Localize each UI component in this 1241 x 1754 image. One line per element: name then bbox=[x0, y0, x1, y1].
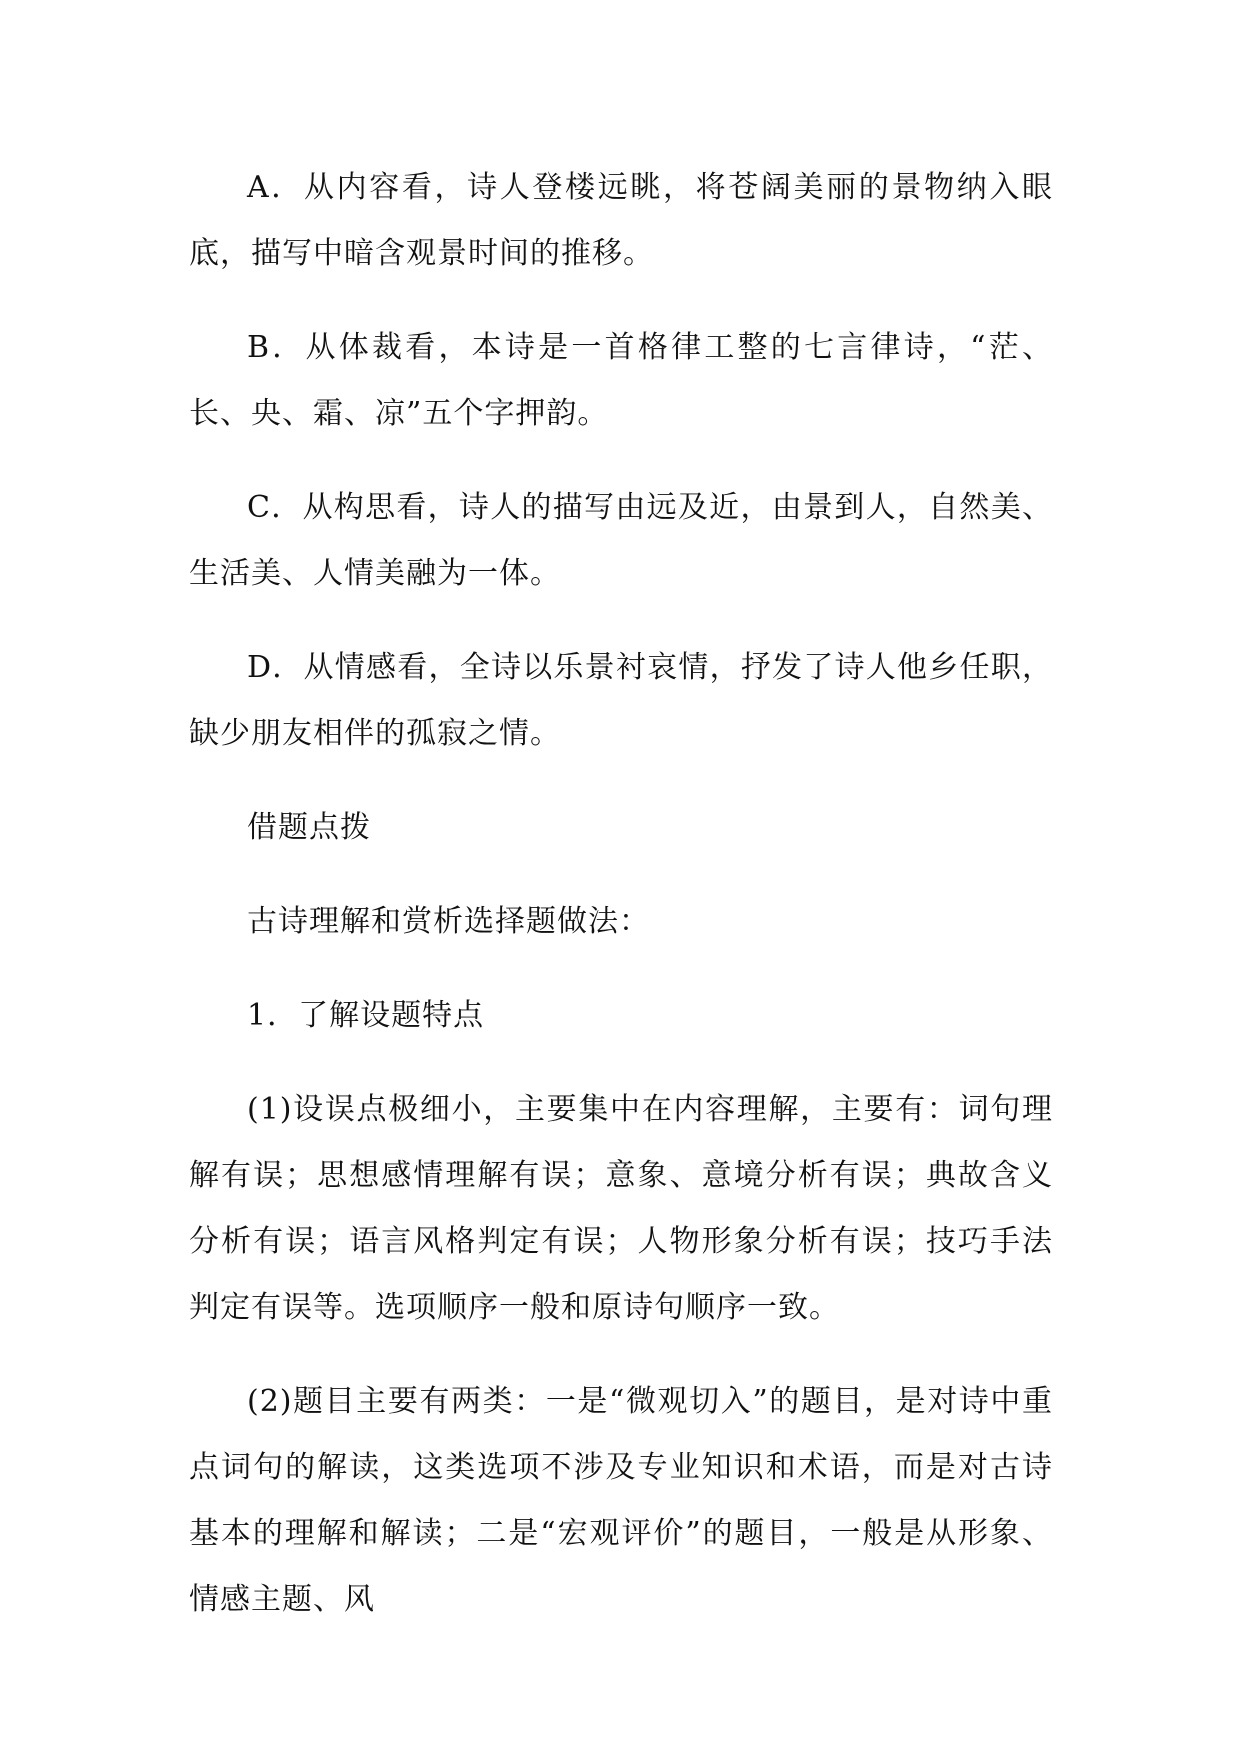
option-d: D．从情感看，全诗以乐景衬哀情，抒发了诗人他乡任职，缺少朋友相伴的孤寂之情。 bbox=[189, 650, 1053, 751]
intro-text: 古诗理解和赏析选择题做法： bbox=[247, 904, 650, 939]
option-b: B．从体裁看，本诗是一首格律工整的七言律诗，“茫、长、央、霜、凉”五个字押韵。 bbox=[189, 330, 1053, 431]
document-body bbox=[189, 155, 1053, 1661]
section-heading: 借题点拨 bbox=[247, 810, 371, 845]
point-1: (1)设误点极细小，主要集中在内容理解，主要有：词句理解有误；思想感情理解有误；意象、意境分析有误；典故含义分析有误；语言风格判定有误；人物形象分析有误；技巧手法判定有误等。选项顺序一般和原诗句顺序一致。 bbox=[189, 1092, 1053, 1325]
option-c: C．从构思看，诗人的描写由远及近，由景到人，自然美、生活美、人情美融为一体。 bbox=[189, 490, 1053, 591]
option-a: A．从内容看，诗人登楼远眺，将苍阔美丽的景物纳入眼底，描写中暗含观景时间的推移。 bbox=[189, 170, 1053, 271]
point-2: (2)题目主要有两类：一是“微观切入”的题目，是对诗中重点词句的解读，这类选项不涉及专业知识和术语，而是对古诗基本的理解和解读；二是“宏观评价”的题目，一般是从形象、情感主题、风 bbox=[189, 1384, 1053, 1617]
point-heading: 1．了解设题特点 bbox=[247, 998, 485, 1033]
